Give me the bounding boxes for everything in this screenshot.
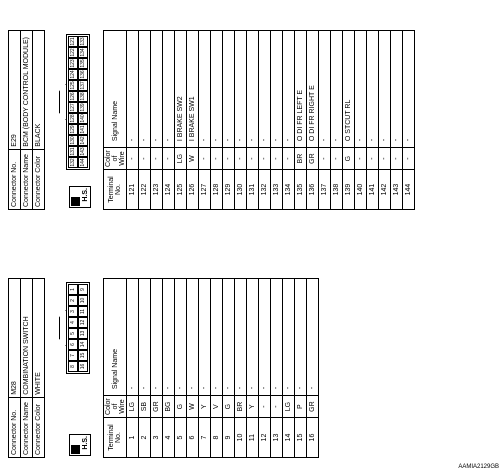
- pin: 10: [78, 295, 88, 306]
- hs-label: H.S.: [82, 188, 89, 202]
- signal-name: -: [163, 31, 175, 148]
- wire-color: -: [247, 148, 259, 170]
- terminal-no: 4: [163, 418, 175, 458]
- pin: 140: [80, 114, 86, 123]
- wire-color: -: [151, 148, 163, 170]
- wire-color: G: [343, 148, 355, 170]
- wire-color: -: [259, 148, 271, 170]
- wire-color: -: [235, 148, 247, 170]
- terminal-no: 130: [235, 170, 247, 210]
- wire-color: -: [259, 396, 271, 418]
- pin: 6: [68, 339, 78, 350]
- signal-name: -: [151, 279, 163, 396]
- signal-name: -: [139, 31, 151, 148]
- connector-header-table: [8, 30, 45, 210]
- pin: 7: [68, 350, 78, 361]
- col-header-terminal: Terminal No.: [104, 170, 127, 210]
- pin: 137: [80, 81, 86, 90]
- table-row: [151, 279, 163, 458]
- connector-header-table: [8, 278, 45, 458]
- pin: 13: [78, 328, 88, 339]
- label-connector-color: Connector Color: [33, 149, 45, 209]
- signal-name: -: [391, 31, 403, 148]
- signal-name: -: [367, 31, 379, 148]
- table-row: [127, 31, 139, 210]
- signal-name: -: [151, 31, 163, 148]
- pin: 132: [70, 158, 76, 167]
- terminal-no: 126: [187, 170, 199, 210]
- wire-color: Y: [199, 396, 211, 418]
- signal-name: -: [127, 31, 139, 148]
- wire-color: -: [271, 148, 283, 170]
- wire-color: -: [283, 148, 295, 170]
- table-row: [235, 31, 247, 210]
- signal-name: -: [211, 279, 223, 396]
- value-connector-name: BCM (BODY CONTROL MODULE): [21, 31, 33, 150]
- wire-color: -: [211, 148, 223, 170]
- connector-panel-e29: [8, 30, 415, 210]
- wire-color: SB: [139, 396, 151, 418]
- terminal-no: 133: [271, 170, 283, 210]
- label-connector-no: Connector No.: [9, 397, 21, 457]
- terminal-table: [103, 30, 415, 210]
- signal-name: O DI FR RIGHT E: [307, 31, 319, 148]
- pin: 136: [80, 70, 86, 79]
- pin: 141: [80, 125, 86, 134]
- pin: 144: [80, 158, 86, 167]
- pin: 8: [68, 361, 78, 372]
- pin: 143: [80, 147, 86, 156]
- terminal-no: 136: [307, 170, 319, 210]
- wire-color: -: [331, 148, 343, 170]
- pin: 126: [70, 92, 76, 101]
- pin: 121: [70, 37, 76, 46]
- pin-row: [68, 284, 78, 372]
- pin: 2: [68, 295, 78, 306]
- signal-name: -: [271, 31, 283, 148]
- table-row: [295, 279, 307, 458]
- pin: 1: [68, 284, 78, 295]
- table-row: [151, 31, 163, 210]
- wire-color: -: [391, 148, 403, 170]
- col-header-color: Color of Wire: [104, 396, 127, 418]
- table-row: [211, 279, 223, 458]
- table-row: [223, 31, 235, 210]
- wire-color: G: [223, 396, 235, 418]
- wire-color: P: [295, 396, 307, 418]
- terminal-table: [103, 278, 319, 458]
- wire-color: LG: [283, 396, 295, 418]
- label-connector-name: Connector Name: [21, 397, 33, 457]
- table-row: [139, 279, 151, 458]
- wire-color: -: [271, 396, 283, 418]
- value-connector-color: WHITE: [33, 279, 45, 398]
- connector-latch-icon: [59, 84, 66, 120]
- table-row: [379, 31, 391, 210]
- signal-name: -: [211, 31, 223, 148]
- table-row: [355, 31, 367, 210]
- wire-color: BG: [163, 396, 175, 418]
- signal-name: -: [199, 31, 211, 148]
- terminal-no: 139: [343, 170, 355, 210]
- signal-name: -: [307, 279, 319, 396]
- table-row: [271, 31, 283, 210]
- wire-color: W: [187, 396, 199, 418]
- pin-row: [78, 284, 88, 372]
- pin: 14: [78, 339, 88, 350]
- hs-square-icon: [71, 445, 80, 454]
- terminal-no: 143: [391, 170, 403, 210]
- terminal-no: 137: [319, 170, 331, 210]
- table-row: [319, 31, 331, 210]
- signal-name: I BRAKE SW2: [175, 31, 187, 148]
- pin: 142: [80, 136, 86, 145]
- pin: 138: [80, 92, 86, 101]
- pin: 134: [80, 48, 86, 57]
- wire-color: -: [367, 148, 379, 170]
- signal-name: -: [259, 279, 271, 396]
- wire-color: G: [175, 396, 187, 418]
- terminal-no: 13: [271, 418, 283, 458]
- pin: 133: [80, 37, 86, 46]
- wire-color: LG: [175, 148, 187, 170]
- terminal-no: 8: [211, 418, 223, 458]
- hs-icon: [69, 186, 91, 208]
- signal-name: O STCUT RL: [343, 31, 355, 148]
- signal-name: -: [199, 279, 211, 396]
- table-row: [199, 31, 211, 210]
- pin: 124: [70, 70, 76, 79]
- signal-name: -: [319, 31, 331, 148]
- pin: 139: [80, 103, 86, 112]
- signal-name: -: [355, 31, 367, 148]
- wire-color: -: [127, 148, 139, 170]
- terminal-no: 12: [259, 418, 271, 458]
- table-row: [307, 31, 319, 210]
- wire-color: -: [223, 148, 235, 170]
- pin: 16: [78, 361, 88, 372]
- terminal-no: 131: [247, 170, 259, 210]
- signal-name: -: [247, 31, 259, 148]
- terminal-no: 141: [367, 170, 379, 210]
- pin: 131: [70, 147, 76, 156]
- hs-square-icon: [71, 197, 80, 206]
- col-header-signal: Signal Name: [104, 279, 127, 396]
- table-header-row: [104, 279, 127, 458]
- table-row: [283, 279, 295, 458]
- table-row: [223, 279, 235, 458]
- wire-color: GR: [307, 148, 319, 170]
- table-row: [175, 279, 187, 458]
- terminal-no: 123: [151, 170, 163, 210]
- table-row: [367, 31, 379, 210]
- table-row: [139, 31, 151, 210]
- table-row: [187, 31, 199, 210]
- wire-color: Y: [247, 396, 259, 418]
- table-row: [403, 31, 415, 210]
- pin: 4: [68, 317, 78, 328]
- table-row: [199, 279, 211, 458]
- connector-face-diagram: [59, 34, 90, 170]
- wire-color: -: [355, 148, 367, 170]
- signal-name: -: [247, 279, 259, 396]
- value-connector-no: E29: [9, 31, 21, 150]
- terminal-no: 124: [163, 170, 175, 210]
- pin-row: [78, 36, 88, 168]
- hs-icon: [69, 434, 91, 456]
- wire-color: W: [187, 148, 199, 170]
- signal-name: -: [187, 279, 199, 396]
- terminal-no: 129: [223, 170, 235, 210]
- terminal-no: 2: [139, 418, 151, 458]
- value-connector-color: BLACK: [33, 31, 45, 150]
- table-row: [235, 279, 247, 458]
- table-row: [343, 31, 355, 210]
- signal-name: -: [379, 31, 391, 148]
- signal-name: -: [235, 31, 247, 148]
- table-row: [247, 31, 259, 210]
- label-connector-no: Connector No.: [9, 149, 21, 209]
- signal-name: -: [403, 31, 415, 148]
- wire-color: V: [211, 396, 223, 418]
- terminal-no: 6: [187, 418, 199, 458]
- table-row: [307, 279, 319, 458]
- terminal-no: 125: [175, 170, 187, 210]
- table-row: [259, 279, 271, 458]
- table-row: [391, 31, 403, 210]
- connector-latch-icon: [59, 310, 66, 346]
- wire-color: BR: [295, 148, 307, 170]
- connector-face-diagram: [59, 282, 90, 374]
- pin-grid: [66, 34, 90, 170]
- terminal-no: 3: [151, 418, 163, 458]
- terminal-no: 127: [199, 170, 211, 210]
- terminal-no: 140: [355, 170, 367, 210]
- wire-color: -: [163, 148, 175, 170]
- terminal-no: 138: [331, 170, 343, 210]
- pin: 135: [80, 59, 86, 68]
- table-row: [271, 279, 283, 458]
- wire-color: -: [139, 148, 151, 170]
- signal-name: -: [223, 279, 235, 396]
- signal-name: I BRAKE SW1: [187, 31, 199, 148]
- wire-color: GR: [151, 396, 163, 418]
- pin: 15: [78, 350, 88, 361]
- terminal-no: 14: [283, 418, 295, 458]
- table-row: [187, 279, 199, 458]
- connector-face-area: [45, 30, 103, 210]
- table-row: [211, 31, 223, 210]
- wire-color: LG: [127, 396, 139, 418]
- wire-color: -: [199, 148, 211, 170]
- col-header-terminal: Terminal No.: [104, 418, 127, 458]
- terminal-no: 7: [199, 418, 211, 458]
- pin: 127: [70, 103, 76, 112]
- connector-face-area: [45, 278, 103, 458]
- label-connector-color: Connector Color: [33, 397, 45, 457]
- col-header-color: Color of Wire: [104, 148, 127, 170]
- wire-color: -: [379, 148, 391, 170]
- wire-color: -: [319, 148, 331, 170]
- table-row: [163, 31, 175, 210]
- terminal-no: 16: [307, 418, 319, 458]
- terminal-no: 121: [127, 170, 139, 210]
- terminal-no: 135: [295, 170, 307, 210]
- terminal-no: 11: [247, 418, 259, 458]
- pin: 11: [78, 306, 88, 317]
- signal-name: -: [283, 31, 295, 148]
- signal-name: -: [235, 279, 247, 396]
- signal-name: -: [127, 279, 139, 396]
- hs-label: H.S.: [82, 436, 89, 450]
- table-row: [175, 31, 187, 210]
- signal-name: -: [295, 279, 307, 396]
- table-row: [163, 279, 175, 458]
- terminal-no: 122: [139, 170, 151, 210]
- col-header-signal: Signal Name: [104, 31, 127, 148]
- terminal-no: 9: [223, 418, 235, 458]
- pin: 129: [70, 125, 76, 134]
- terminal-no: 134: [283, 170, 295, 210]
- table-row: [283, 31, 295, 210]
- terminal-no: 132: [259, 170, 271, 210]
- terminal-no: 15: [295, 418, 307, 458]
- signal-name: -: [139, 279, 151, 396]
- signal-name: -: [163, 279, 175, 396]
- pin: 5: [68, 328, 78, 339]
- terminal-no: 10: [235, 418, 247, 458]
- connector-panel-m28: [8, 278, 319, 458]
- value-connector-no: M28: [9, 279, 21, 398]
- figure-code: AAMIA2129GB: [458, 464, 499, 470]
- terminal-no: 144: [403, 170, 415, 210]
- signal-name: -: [259, 31, 271, 148]
- pin: 125: [70, 81, 76, 90]
- pin: 130: [70, 136, 76, 145]
- wire-color: BR: [235, 396, 247, 418]
- table-row: [331, 31, 343, 210]
- signal-name: -: [175, 279, 187, 396]
- table-row: [295, 31, 307, 210]
- signal-name: -: [271, 279, 283, 396]
- label-connector-name: Connector Name: [21, 149, 33, 209]
- wire-color: GR: [307, 396, 319, 418]
- terminal-no: 1: [127, 418, 139, 458]
- table-row: [127, 279, 139, 458]
- signal-name: -: [331, 31, 343, 148]
- terminal-no: 142: [379, 170, 391, 210]
- pin: 128: [70, 114, 76, 123]
- pin: 123: [70, 59, 76, 68]
- pin: 9: [78, 284, 88, 295]
- pin: 122: [70, 48, 76, 57]
- terminal-no: 128: [211, 170, 223, 210]
- pin: 12: [78, 317, 88, 328]
- signal-name: -: [223, 31, 235, 148]
- terminal-no: 5: [175, 418, 187, 458]
- signal-name: O DI FR LEFT E: [295, 31, 307, 148]
- pin-grid: [66, 282, 90, 374]
- signal-name: -: [283, 279, 295, 396]
- pin-row: [68, 36, 78, 168]
- table-header-row: [104, 31, 127, 210]
- table-row: [259, 31, 271, 210]
- pin: 3: [68, 306, 78, 317]
- wire-color: -: [403, 148, 415, 170]
- table-row: [247, 279, 259, 458]
- value-connector-name: COMBINATION SWITCH: [21, 279, 33, 398]
